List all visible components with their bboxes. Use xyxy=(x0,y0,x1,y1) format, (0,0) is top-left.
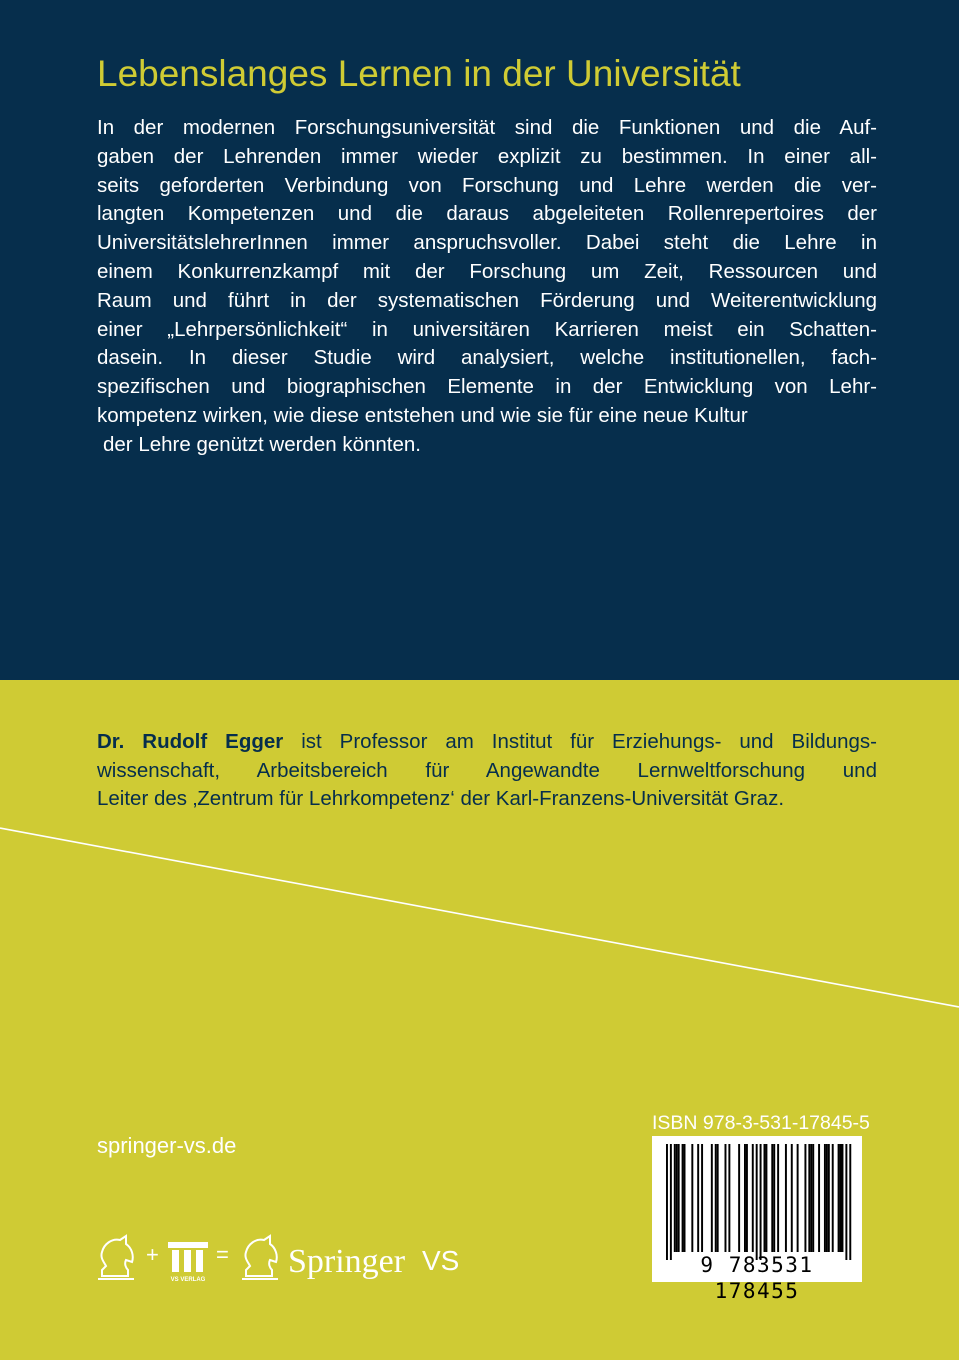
barcode-digits: 9 783531 178455 xyxy=(700,1253,814,1303)
barcode-bar xyxy=(682,1144,684,1252)
barcode-bar xyxy=(838,1144,840,1252)
barcode-bar xyxy=(765,1144,767,1252)
barcode-bar xyxy=(810,1144,812,1252)
blurb-line: spezifischen und biographischen Elemente in der Entwicklung von Lehr- xyxy=(97,375,877,399)
author-bio xyxy=(97,728,877,814)
blurb-text xyxy=(97,114,877,460)
barcode-bar xyxy=(791,1144,793,1252)
barcode-bar xyxy=(797,1144,799,1252)
barcode-bar xyxy=(711,1144,713,1252)
vs-verlag-icon xyxy=(168,1242,208,1283)
author-bio-line: Leiter des ‚Zentrum für Lehrkompetenz‘ der Karl-Franzens-Universität Graz. xyxy=(97,787,785,810)
blurb-line: In der modernen Forschungsuniversität sind die Funktionen und die Auf- xyxy=(97,116,877,139)
barcode-bar xyxy=(771,1144,773,1252)
barcode-bar xyxy=(725,1144,727,1252)
barcode-bar xyxy=(746,1144,748,1252)
barcode-bar xyxy=(666,1144,668,1260)
blurb-line: UniversitätslehrerInnen immer anspruchsvoller. Dabei steht die Lehre in xyxy=(97,231,877,255)
blurb-line: langten Kompetenzen und die daraus abgeleiteten Rollenrepertoires der xyxy=(97,202,877,226)
barcode-bar xyxy=(818,1144,820,1252)
vs-wordmark: VS xyxy=(422,1245,460,1276)
barcode-bar xyxy=(752,1144,754,1252)
knight-icon xyxy=(98,1236,134,1279)
barcode-bar xyxy=(744,1144,746,1252)
barcode-bar xyxy=(845,1144,847,1260)
barcode-bar xyxy=(808,1144,810,1252)
barcode xyxy=(652,1136,862,1303)
barcode-bar xyxy=(849,1144,851,1260)
barcode-bar xyxy=(760,1144,762,1260)
author-bio-text: ist Professor am Institut für Erziehungs- und Bildungs- xyxy=(283,730,877,753)
barcode-bar xyxy=(764,1144,766,1252)
barcode-bar xyxy=(697,1144,699,1252)
barcode-bar xyxy=(777,1144,779,1252)
author-bio-line xyxy=(97,728,877,757)
barcode-bar xyxy=(773,1144,775,1252)
barcode-bar xyxy=(728,1144,730,1252)
blurb-line: seits geforderten Verbindung von Forschung und Lehre werden die ver- xyxy=(97,173,877,197)
book-title: Lebenslanges Lernen in der Universität xyxy=(97,53,741,94)
barcode-bar xyxy=(670,1144,672,1260)
barcode-bar xyxy=(804,1144,806,1252)
barcode-bar xyxy=(828,1144,830,1252)
barcode-bar xyxy=(842,1144,844,1252)
blurb-line: kompetenz wirken, wie diese entstehen und wie sie für eine neue Kultur xyxy=(97,403,748,427)
equals-sign: = xyxy=(216,1242,229,1267)
barcode-bar xyxy=(832,1144,834,1252)
blurb-line: gaben der Lehrenden immer wieder explizit zu bestimmen. In einer all- xyxy=(97,144,877,168)
springer-wordmark: Springer xyxy=(288,1243,406,1280)
barcode-bar xyxy=(812,1144,814,1252)
author-bio-line: wissenschaft, Arbeitsbereich für Angewandte Lernweltforschung und xyxy=(97,758,877,782)
isbn-label: ISBN 978-3-531-17845-5 xyxy=(652,1112,870,1134)
barcode-bar xyxy=(785,1144,787,1252)
barcode-bar xyxy=(678,1144,680,1252)
blurb-line: Raum und führt in der systematischen Förderung und Weiterentwicklung xyxy=(97,288,877,312)
knight-icon xyxy=(242,1236,278,1279)
barcode-bar xyxy=(826,1144,828,1252)
blurb-line: dasein. In dieser Studie wird analysiert, welche institutionellen, fach- xyxy=(97,346,877,370)
blurb-line: einer „Lehrpersönlichkeit“ in universitären Karrieren meist ein Schatten- xyxy=(97,317,877,341)
barcode-bar xyxy=(738,1144,740,1252)
plus-sign: + xyxy=(146,1242,159,1267)
barcode-bar xyxy=(756,1144,758,1260)
barcode-bar xyxy=(717,1144,719,1252)
barcode-bar xyxy=(691,1144,693,1252)
publisher-website: springer-vs.de xyxy=(97,1133,237,1158)
publisher-logos xyxy=(96,1230,476,1286)
author-name: Dr. Rudolf Egger xyxy=(97,730,284,753)
barcode-bar xyxy=(674,1144,676,1252)
barcode-bar xyxy=(684,1144,686,1252)
blurb-line: einem Konkurrenzkampf mit der Forschung um Zeit, Ressourcen und xyxy=(97,259,877,283)
barcode-bar xyxy=(715,1144,717,1252)
barcode-bar xyxy=(840,1144,842,1252)
barcode-bar xyxy=(701,1144,703,1252)
barcode-bar xyxy=(824,1144,826,1252)
vs-verlag-text: VS VERLAG xyxy=(170,1277,206,1283)
blurb-line: der Lehre genützt werden könnten. xyxy=(103,432,421,456)
barcode-bar xyxy=(676,1144,678,1252)
